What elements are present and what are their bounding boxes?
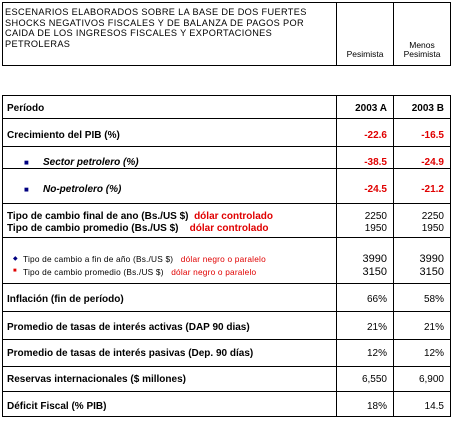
row-label: Inflación (fin de período) bbox=[7, 294, 124, 305]
value-a: -22.6 bbox=[364, 130, 387, 141]
header-col2-line1: Menos bbox=[409, 40, 435, 50]
table-row bbox=[3, 184, 450, 198]
table-row bbox=[3, 401, 450, 415]
row-divider bbox=[3, 203, 450, 204]
scenario-header bbox=[2, 2, 451, 66]
table-row bbox=[3, 294, 450, 308]
row-label: Reservas internacionales ($ millones) bbox=[7, 374, 186, 385]
value-b: -24.9 bbox=[421, 157, 444, 168]
value-a: -38.5 bbox=[364, 157, 387, 168]
table-row bbox=[3, 130, 450, 144]
row-label bbox=[7, 211, 273, 222]
row-note: dólar controlado bbox=[189, 223, 269, 234]
table-row bbox=[3, 266, 450, 280]
value-a: 18% bbox=[366, 401, 387, 412]
value-b: 14.5 bbox=[424, 401, 444, 412]
value-a: 66% bbox=[366, 294, 387, 305]
header-col-menos-pesimista bbox=[394, 3, 450, 65]
row-label: Promedio de tasas de interés pasivas (Dep. 90 días) bbox=[7, 348, 254, 359]
header-title-line: ESCENARIOS ELABORADOS SOBRE LA BASE DE DOS FUERTES bbox=[5, 7, 307, 17]
col-b-header: 2003 B bbox=[411, 103, 444, 114]
row-label-text: Tipo de cambio promedio (Bs./US $) bbox=[23, 267, 164, 277]
value-b: 21% bbox=[423, 322, 444, 333]
row-divider bbox=[3, 339, 450, 340]
bullet-icon: ■ bbox=[13, 268, 17, 274]
row-label-text: Tipo de cambio a fin de año (Bs./US $) bbox=[23, 254, 174, 264]
row-label bbox=[23, 254, 266, 264]
row-label: Sector petrolero (%) bbox=[43, 157, 139, 168]
bullet-icon: ■ bbox=[24, 185, 29, 194]
header-title-line: SHOCKS NEGATIVOS FISCALES Y DE BALANZA DE PAGOS POR bbox=[5, 17, 304, 28]
value-a: 3150 bbox=[362, 266, 387, 278]
header-col1-label: Pesimista bbox=[346, 49, 384, 59]
table-row bbox=[3, 253, 450, 267]
row-label bbox=[23, 267, 256, 277]
row-label: Déficit Fiscal (% PIB) bbox=[7, 401, 107, 412]
row-divider bbox=[3, 146, 450, 147]
header-title-line: CAIDA DE LOS INGRESOS FISCALES Y EXPORTACIONES bbox=[5, 28, 273, 39]
value-a: 6,550 bbox=[361, 374, 387, 385]
row-note: dólar negro o paralelo bbox=[171, 267, 257, 277]
header-col2-label bbox=[394, 41, 450, 59]
row-label: Promedio de tasas de interés activas (DAP 90 dias) bbox=[7, 322, 250, 333]
row-note: dólar negro o paralelo bbox=[180, 254, 266, 264]
row-label-text: Tipo de cambio final de ano (Bs./US $) bbox=[7, 211, 189, 222]
indicators-table bbox=[2, 95, 451, 417]
row-divider bbox=[3, 237, 450, 238]
value-b: -21.2 bbox=[421, 184, 444, 195]
row-label-text: Tipo de cambio promedio (Bs./US $) bbox=[7, 223, 179, 234]
row-divider bbox=[3, 283, 450, 284]
value-b: 12% bbox=[423, 348, 444, 359]
row-note: dólar controlado bbox=[194, 211, 273, 222]
value-a: -24.5 bbox=[364, 184, 387, 195]
value-a: 2250 bbox=[364, 211, 387, 222]
value-a: 1950 bbox=[364, 223, 387, 234]
value-b: 6,900 bbox=[418, 374, 444, 385]
value-a: 12% bbox=[366, 348, 387, 359]
table-row bbox=[3, 157, 450, 171]
value-b: 2250 bbox=[421, 211, 444, 222]
value-b: -16.5 bbox=[421, 130, 444, 141]
header-col2-line2: Pesimista bbox=[403, 49, 441, 59]
row-divider bbox=[3, 118, 450, 119]
value-a: 3990 bbox=[362, 253, 387, 265]
value-b: 1950 bbox=[421, 223, 444, 234]
row-divider bbox=[3, 391, 450, 392]
header-col-pesimista bbox=[337, 3, 394, 65]
row-label: Período bbox=[7, 103, 45, 114]
value-b: 58% bbox=[423, 294, 444, 305]
header-title bbox=[3, 3, 337, 65]
table-row bbox=[3, 374, 450, 388]
row-label: No-petrolero (%) bbox=[43, 184, 122, 195]
row-label bbox=[7, 223, 269, 234]
value-a: 21% bbox=[366, 322, 387, 333]
header-title-line: PETROLERAS bbox=[5, 38, 71, 49]
table-row bbox=[3, 103, 450, 117]
row-divider bbox=[3, 311, 450, 312]
col-a-header: 2003 A bbox=[355, 103, 387, 114]
table-row bbox=[3, 223, 450, 237]
row-divider bbox=[3, 366, 450, 367]
value-b: 3150 bbox=[419, 266, 444, 278]
table-row bbox=[3, 322, 450, 336]
row-label: Crecimiento del PIB (%) bbox=[7, 130, 120, 141]
table-row bbox=[3, 348, 450, 362]
bullet-icon: ■ bbox=[24, 158, 29, 167]
bullet-icon: ◆ bbox=[13, 256, 18, 262]
value-b: 3990 bbox=[419, 253, 444, 265]
